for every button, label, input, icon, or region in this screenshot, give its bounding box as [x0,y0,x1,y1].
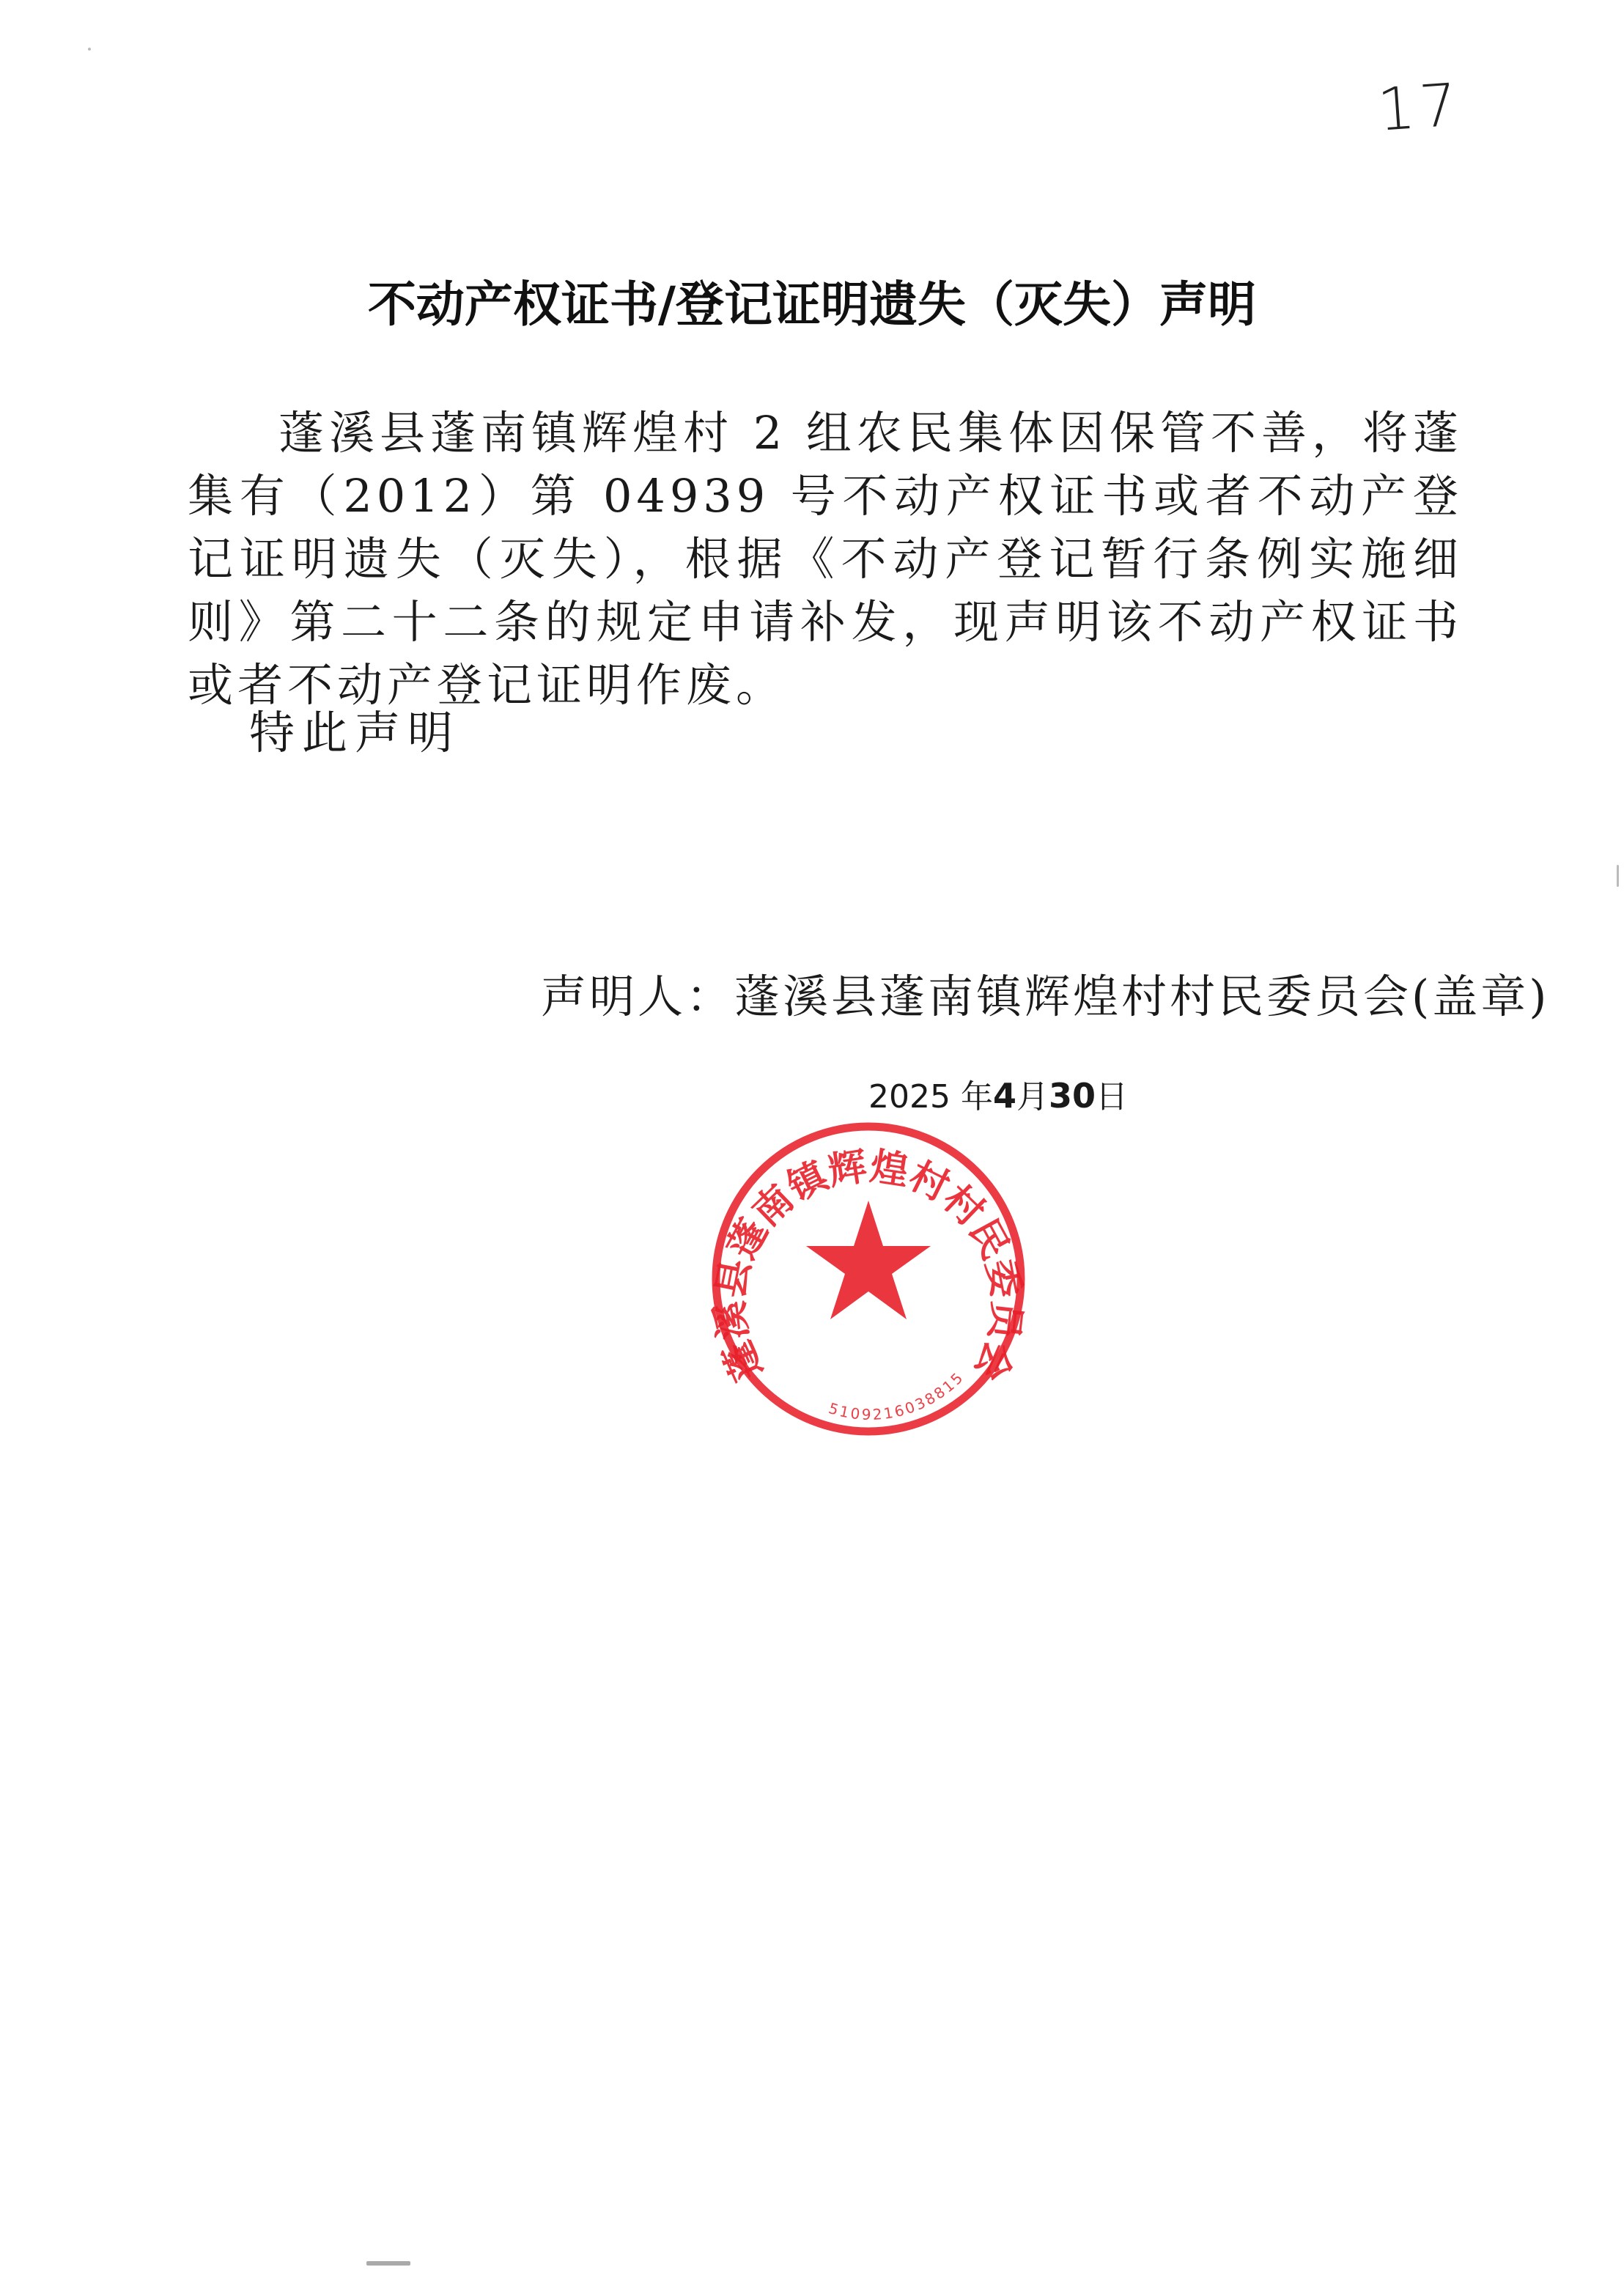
scan-speck [1617,865,1619,887]
document-title: 不动产权证书/登记证明遗失（灭失）声明 [367,276,1257,333]
star-icon [806,1201,931,1319]
declaration-body [188,402,1463,717]
official-seal [704,1114,1033,1444]
declaration-date [868,1070,1128,1117]
page-number: 17 [1375,70,1464,144]
scan-speck [366,2261,410,2266]
declarant-name: 蓬溪县蓬南镇辉煌村村民委员会(盖章) [734,970,1550,1023]
closing-phrase: 特此声明 [249,706,461,759]
seal-code-path: 5109216038815 [826,1368,968,1423]
date-month-char: 月 [1016,1078,1049,1116]
date-month: 4 [992,1076,1016,1116]
date-year: 2025 [868,1078,951,1116]
date-day: 30 [1049,1076,1096,1116]
seal-code-text [827,1368,967,1423]
declarant-label: 声明人： [541,970,735,1023]
date-year-char: 年 [960,1078,993,1116]
seal-ring-text-path: 蓬溪县蓬南镇辉煌村村民委员会 [708,1144,1029,1387]
declarant-line [541,960,1549,1025]
scan-speck [88,48,91,51]
declaration-paragraph: 蓬溪县蓬南镇辉煌村 2 组农民集体因保管不善，将蓬集有（2012）第 04939 号不动产权证书或者不动产登记证明遗失（灭失），根据《不动产登记暂行条例实施细则》第二十二条的规定申请补发，现声明该不动产权证书或者不动产登记证明作废。 [188,406,1463,712]
date-day-char: 日 [1096,1078,1129,1116]
